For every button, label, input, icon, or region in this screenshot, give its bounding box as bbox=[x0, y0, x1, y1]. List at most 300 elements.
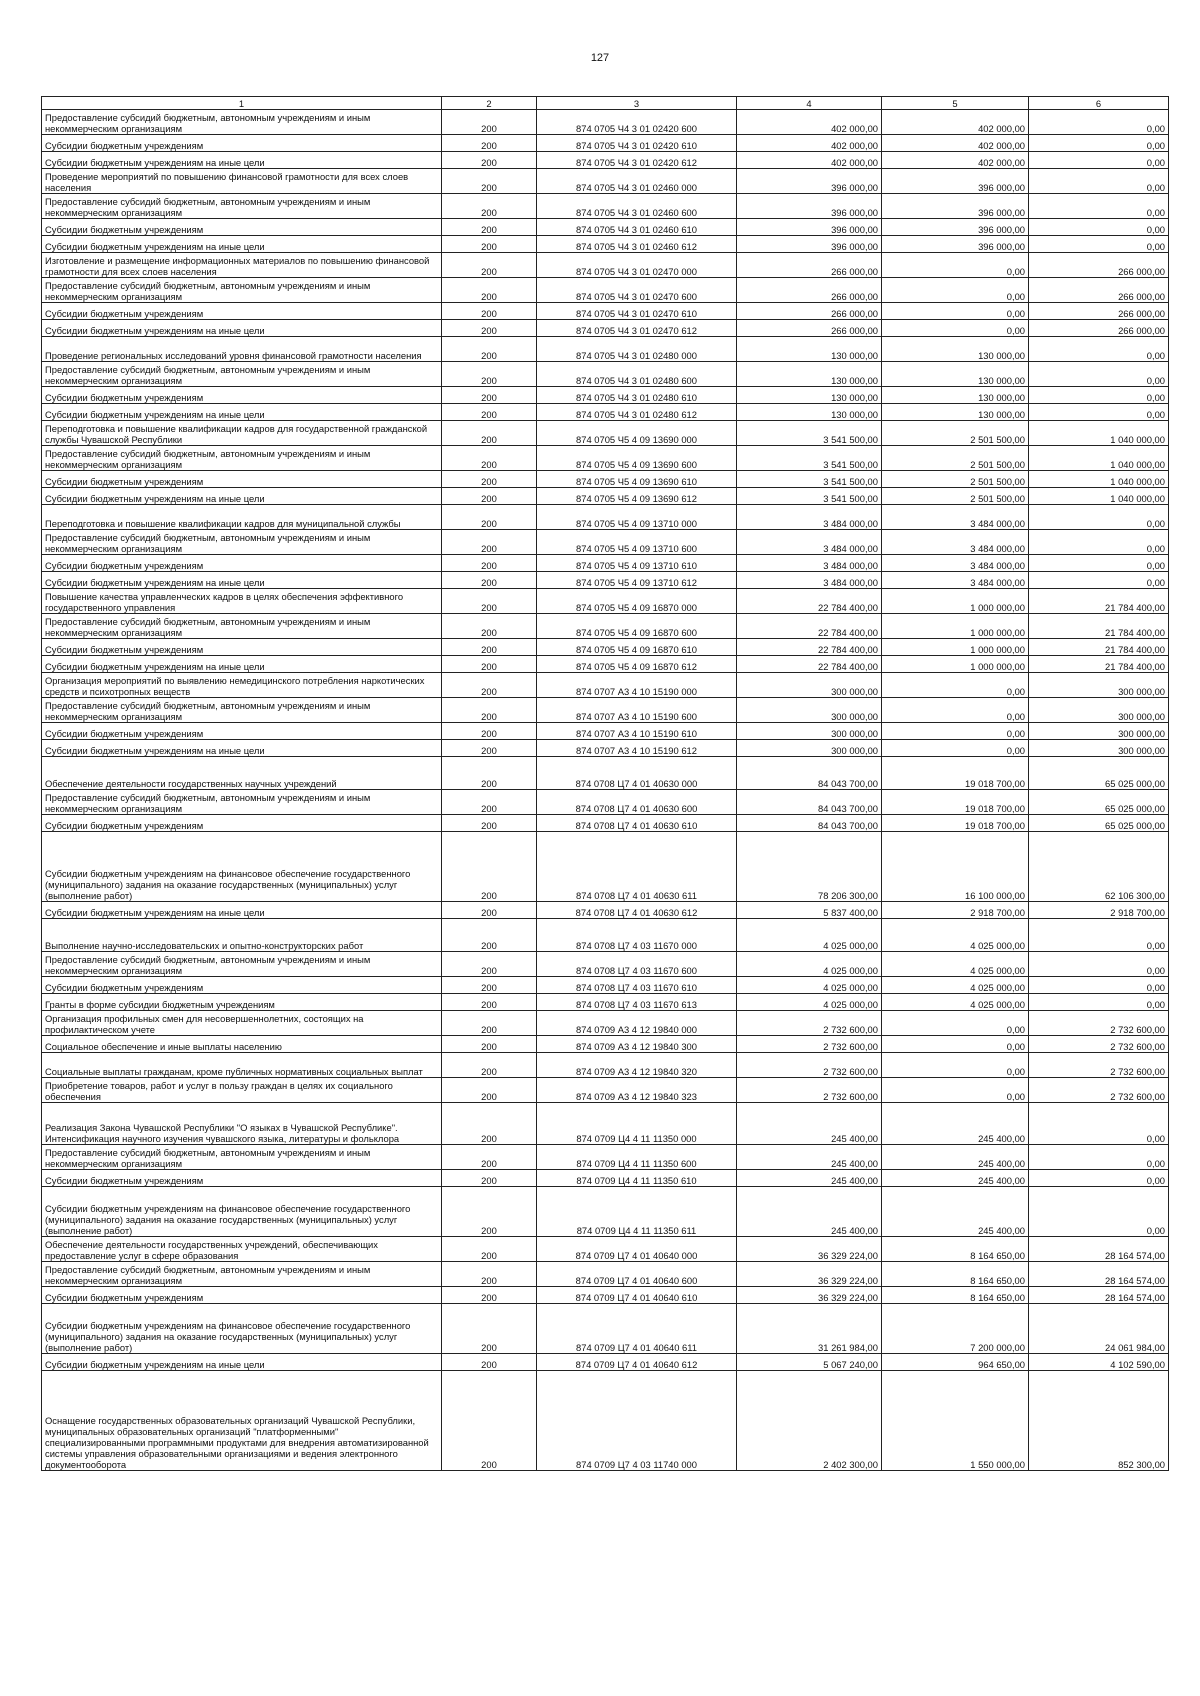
table-row bbox=[42, 421, 1169, 446]
row-line-code-cell: 200 bbox=[442, 589, 537, 614]
row-line-code-cell: 200 bbox=[442, 902, 537, 919]
row-amount-a-cell: 396 000,00 bbox=[882, 219, 1029, 236]
row-amount-b-cell: 2 732 600,00 bbox=[1029, 1053, 1169, 1078]
row-amount-b-cell: 2 918 700,00 bbox=[1029, 902, 1169, 919]
row-budget-code-cell: 874 0709 А3 4 12 19840 323 bbox=[537, 1078, 737, 1103]
table-row bbox=[42, 1237, 1169, 1262]
row-line-code-cell: 200 bbox=[442, 673, 537, 698]
row-amount-b-cell: 0,00 bbox=[1029, 1170, 1169, 1187]
row-amount-a-cell: 0,00 bbox=[882, 253, 1029, 278]
row-total-cell: 266 000,00 bbox=[737, 303, 882, 320]
row-name-cell: Проведение региональных исследований уровня финансовой грамотности населения bbox=[42, 337, 442, 362]
row-line-code-cell: 200 bbox=[442, 362, 537, 387]
row-name-cell: Организация профильных смен для несовершеннолетних, состоящих на профилактическом учете bbox=[42, 1011, 442, 1036]
row-amount-a-cell: 19 018 700,00 bbox=[882, 757, 1029, 790]
row-name-cell: Субсидии бюджетным учреждениям на иные цели bbox=[42, 152, 442, 169]
row-budget-code-cell: 874 0705 Ч4 3 01 02470 600 bbox=[537, 278, 737, 303]
row-amount-a-cell: 1 000 000,00 bbox=[882, 589, 1029, 614]
row-total-cell: 300 000,00 bbox=[737, 673, 882, 698]
table-row bbox=[42, 656, 1169, 673]
row-amount-a-cell: 1 550 000,00 bbox=[882, 1371, 1029, 1471]
table-row bbox=[42, 919, 1169, 952]
row-amount-a-cell: 245 400,00 bbox=[882, 1170, 1029, 1187]
row-amount-a-cell: 396 000,00 bbox=[882, 236, 1029, 253]
row-budget-code-cell: 874 0707 А3 4 10 15190 610 bbox=[537, 723, 737, 740]
table-row bbox=[42, 952, 1169, 977]
row-name-cell: Гранты в форме субсидии бюджетным учреждениям bbox=[42, 994, 442, 1011]
row-budget-code-cell: 874 0709 Ц7 4 01 40640 000 bbox=[537, 1237, 737, 1262]
row-amount-a-cell: 8 164 650,00 bbox=[882, 1287, 1029, 1304]
row-amount-b-cell: 266 000,00 bbox=[1029, 303, 1169, 320]
row-line-code-cell: 200 bbox=[442, 505, 537, 530]
row-line-code-cell: 200 bbox=[442, 530, 537, 555]
row-name-cell: Субсидии бюджетным учреждениям bbox=[42, 219, 442, 236]
row-amount-b-cell: 28 164 574,00 bbox=[1029, 1262, 1169, 1287]
row-budget-code-cell: 874 0705 Ч5 4 09 13690 000 bbox=[537, 421, 737, 446]
row-budget-code-cell: 874 0708 Ц7 4 01 40630 610 bbox=[537, 815, 737, 832]
row-amount-a-cell: 2 501 500,00 bbox=[882, 421, 1029, 446]
row-budget-code-cell: 874 0707 А3 4 10 15190 612 bbox=[537, 740, 737, 757]
row-amount-a-cell: 0,00 bbox=[882, 1011, 1029, 1036]
row-total-cell: 266 000,00 bbox=[737, 278, 882, 303]
row-amount-b-cell: 0,00 bbox=[1029, 169, 1169, 194]
row-amount-b-cell: 0,00 bbox=[1029, 555, 1169, 572]
row-total-cell: 2 732 600,00 bbox=[737, 1036, 882, 1053]
row-line-code-cell: 200 bbox=[442, 977, 537, 994]
row-amount-b-cell: 0,00 bbox=[1029, 919, 1169, 952]
row-name-cell: Предоставление субсидий бюджетным, автономным учреждениям и иным некоммерческим организациям bbox=[42, 530, 442, 555]
row-amount-a-cell: 3 484 000,00 bbox=[882, 555, 1029, 572]
row-amount-b-cell: 0,00 bbox=[1029, 152, 1169, 169]
row-line-code-cell: 200 bbox=[442, 919, 537, 952]
row-budget-code-cell: 874 0705 Ч5 4 09 13690 610 bbox=[537, 471, 737, 488]
row-line-code-cell: 200 bbox=[442, 555, 537, 572]
row-amount-b-cell: 300 000,00 bbox=[1029, 740, 1169, 757]
row-total-cell: 2 732 600,00 bbox=[737, 1053, 882, 1078]
row-budget-code-cell: 874 0705 Ч5 4 09 16870 000 bbox=[537, 589, 737, 614]
row-amount-b-cell: 0,00 bbox=[1029, 977, 1169, 994]
row-amount-a-cell: 0,00 bbox=[882, 320, 1029, 337]
row-name-cell: Проведение мероприятий по повышению финансовой грамотности для всех слоев населения bbox=[42, 169, 442, 194]
row-amount-b-cell: 2 732 600,00 bbox=[1029, 1078, 1169, 1103]
row-line-code-cell: 200 bbox=[442, 1304, 537, 1354]
row-total-cell: 3 484 000,00 bbox=[737, 572, 882, 589]
row-amount-a-cell: 3 484 000,00 bbox=[882, 505, 1029, 530]
row-amount-b-cell: 0,00 bbox=[1029, 219, 1169, 236]
column-number-row bbox=[42, 97, 1169, 110]
row-name-cell: Субсидии бюджетным учреждениям bbox=[42, 977, 442, 994]
row-total-cell: 3 484 000,00 bbox=[737, 555, 882, 572]
row-amount-a-cell: 19 018 700,00 bbox=[882, 790, 1029, 815]
row-name-cell: Предоставление субсидий бюджетным, автономным учреждениям и иным некоммерческим организациям bbox=[42, 614, 442, 639]
table-row bbox=[42, 387, 1169, 404]
row-amount-b-cell: 852 300,00 bbox=[1029, 1371, 1169, 1471]
row-amount-b-cell: 1 040 000,00 bbox=[1029, 446, 1169, 471]
row-budget-code-cell: 874 0708 Ц7 4 03 11670 610 bbox=[537, 977, 737, 994]
row-amount-a-cell: 16 100 000,00 bbox=[882, 832, 1029, 902]
row-total-cell: 130 000,00 bbox=[737, 387, 882, 404]
row-line-code-cell: 200 bbox=[442, 404, 537, 421]
row-amount-b-cell: 62 106 300,00 bbox=[1029, 832, 1169, 902]
row-total-cell: 2 402 300,00 bbox=[737, 1371, 882, 1471]
row-total-cell: 130 000,00 bbox=[737, 362, 882, 387]
row-budget-code-cell: 874 0705 Ч4 3 01 02470 612 bbox=[537, 320, 737, 337]
row-total-cell: 3 484 000,00 bbox=[737, 530, 882, 555]
row-line-code-cell: 200 bbox=[442, 1145, 537, 1170]
row-budget-code-cell: 874 0708 Ц7 4 03 11670 000 bbox=[537, 919, 737, 952]
row-amount-b-cell: 300 000,00 bbox=[1029, 698, 1169, 723]
row-line-code-cell: 200 bbox=[442, 1011, 537, 1036]
table-row bbox=[42, 723, 1169, 740]
row-amount-b-cell: 65 025 000,00 bbox=[1029, 790, 1169, 815]
row-total-cell: 245 400,00 bbox=[737, 1187, 882, 1237]
row-total-cell: 3 484 000,00 bbox=[737, 505, 882, 530]
row-name-cell: Субсидии бюджетным учреждениям на финансовое обеспечение государственного (муниципального) задания на оказание государственных (муниципальных) услуг (выполнение работ) bbox=[42, 1187, 442, 1237]
row-amount-a-cell: 0,00 bbox=[882, 1078, 1029, 1103]
row-name-cell: Предоставление субсидий бюджетным, автономным учреждениям и иным некоммерческим организациям bbox=[42, 952, 442, 977]
row-name-cell: Оснащение государственных образовательных организаций Чувашской Республики, муниципальных образовательных организаций "платформенными" специализированными программными продуктами для внедрения автоматизированной системы управления образовательными организациями и ведения электронного документооборота bbox=[42, 1371, 442, 1471]
row-amount-b-cell: 0,00 bbox=[1029, 530, 1169, 555]
row-total-cell: 78 206 300,00 bbox=[737, 832, 882, 902]
row-name-cell: Субсидии бюджетным учреждениям bbox=[42, 135, 442, 152]
row-line-code-cell: 200 bbox=[442, 253, 537, 278]
table-row bbox=[42, 278, 1169, 303]
row-line-code-cell: 200 bbox=[442, 152, 537, 169]
row-name-cell: Переподготовка и повышение квалификации кадров для государственной гражданской службы Чувашской Республики bbox=[42, 421, 442, 446]
table-row bbox=[42, 790, 1169, 815]
row-amount-a-cell: 4 025 000,00 bbox=[882, 977, 1029, 994]
row-amount-a-cell: 2 918 700,00 bbox=[882, 902, 1029, 919]
row-name-cell: Предоставление субсидий бюджетным, автономным учреждениям и иным некоммерческим организациям bbox=[42, 1262, 442, 1287]
row-line-code-cell: 200 bbox=[442, 278, 537, 303]
row-total-cell: 5 837 400,00 bbox=[737, 902, 882, 919]
row-budget-code-cell: 874 0705 Ч4 3 01 02460 600 bbox=[537, 194, 737, 219]
row-amount-b-cell: 1 040 000,00 bbox=[1029, 421, 1169, 446]
table-row bbox=[42, 169, 1169, 194]
row-line-code-cell: 200 bbox=[442, 488, 537, 505]
row-budget-code-cell: 874 0708 Ц7 4 01 40630 000 bbox=[537, 757, 737, 790]
row-budget-code-cell: 874 0708 Ц7 4 01 40630 612 bbox=[537, 902, 737, 919]
row-line-code-cell: 200 bbox=[442, 572, 537, 589]
table-row bbox=[42, 1078, 1169, 1103]
row-line-code-cell: 200 bbox=[442, 446, 537, 471]
row-line-code-cell: 200 bbox=[442, 1103, 537, 1145]
row-line-code-cell: 200 bbox=[442, 790, 537, 815]
row-budget-code-cell: 874 0709 Ц7 4 01 40640 600 bbox=[537, 1262, 737, 1287]
row-total-cell: 5 067 240,00 bbox=[737, 1354, 882, 1371]
row-budget-code-cell: 874 0705 Ч5 4 09 13710 000 bbox=[537, 505, 737, 530]
table-row bbox=[42, 1053, 1169, 1078]
row-amount-a-cell: 2 501 500,00 bbox=[882, 488, 1029, 505]
row-budget-code-cell: 874 0709 Ц7 4 01 40640 612 bbox=[537, 1354, 737, 1371]
column-header: 6 bbox=[1029, 97, 1169, 110]
row-total-cell: 300 000,00 bbox=[737, 723, 882, 740]
row-amount-a-cell: 19 018 700,00 bbox=[882, 815, 1029, 832]
row-name-cell: Субсидии бюджетным учреждениям на иные цели bbox=[42, 320, 442, 337]
row-amount-a-cell: 2 501 500,00 bbox=[882, 446, 1029, 471]
table-row bbox=[42, 994, 1169, 1011]
row-line-code-cell: 200 bbox=[442, 639, 537, 656]
table-row bbox=[42, 757, 1169, 790]
table-row bbox=[42, 110, 1169, 135]
row-line-code-cell: 200 bbox=[442, 740, 537, 757]
row-total-cell: 31 261 984,00 bbox=[737, 1304, 882, 1354]
row-amount-b-cell: 0,00 bbox=[1029, 337, 1169, 362]
row-name-cell: Субсидии бюджетным учреждениям bbox=[42, 303, 442, 320]
row-budget-code-cell: 874 0705 Ч4 3 01 02480 612 bbox=[537, 404, 737, 421]
row-line-code-cell: 200 bbox=[442, 1287, 537, 1304]
row-budget-code-cell: 874 0705 Ч5 4 09 13690 600 bbox=[537, 446, 737, 471]
row-budget-code-cell: 874 0708 Ц7 4 03 11670 600 bbox=[537, 952, 737, 977]
table-row bbox=[42, 1262, 1169, 1287]
row-total-cell: 266 000,00 bbox=[737, 320, 882, 337]
row-total-cell: 402 000,00 bbox=[737, 152, 882, 169]
column-header: 5 bbox=[882, 97, 1029, 110]
row-line-code-cell: 200 bbox=[442, 994, 537, 1011]
page-number: 127 bbox=[590, 52, 610, 64]
row-amount-b-cell: 0,00 bbox=[1029, 952, 1169, 977]
row-amount-b-cell: 1 040 000,00 bbox=[1029, 471, 1169, 488]
table-row bbox=[42, 505, 1169, 530]
table-row bbox=[42, 1011, 1169, 1036]
column-header: 2 bbox=[442, 97, 537, 110]
row-name-cell: Социальные выплаты гражданам, кроме публичных нормативных социальных выплат bbox=[42, 1053, 442, 1078]
row-total-cell: 22 784 400,00 bbox=[737, 656, 882, 673]
row-amount-a-cell: 402 000,00 bbox=[882, 152, 1029, 169]
row-budget-code-cell: 874 0705 Ч5 4 09 16870 600 bbox=[537, 614, 737, 639]
row-line-code-cell: 200 bbox=[442, 471, 537, 488]
row-line-code-cell: 200 bbox=[442, 194, 537, 219]
row-budget-code-cell: 874 0709 Ц7 4 03 11740 000 bbox=[537, 1371, 737, 1471]
row-total-cell: 2 732 600,00 bbox=[737, 1078, 882, 1103]
row-amount-b-cell: 266 000,00 bbox=[1029, 253, 1169, 278]
row-total-cell: 22 784 400,00 bbox=[737, 639, 882, 656]
row-line-code-cell: 200 bbox=[442, 952, 537, 977]
row-budget-code-cell: 874 0709 Ц4 4 11 11350 611 bbox=[537, 1187, 737, 1237]
row-amount-a-cell: 2 501 500,00 bbox=[882, 471, 1029, 488]
row-amount-b-cell: 0,00 bbox=[1029, 135, 1169, 152]
row-total-cell: 3 541 500,00 bbox=[737, 421, 882, 446]
row-line-code-cell: 200 bbox=[442, 1187, 537, 1237]
table-row bbox=[42, 152, 1169, 169]
row-budget-code-cell: 874 0709 Ц4 4 11 11350 600 bbox=[537, 1145, 737, 1170]
row-name-cell: Выполнение научно-исследовательских и опытно-конструкторских работ bbox=[42, 919, 442, 952]
row-name-cell: Субсидии бюджетным учреждениям bbox=[42, 815, 442, 832]
row-amount-b-cell: 0,00 bbox=[1029, 194, 1169, 219]
row-budget-code-cell: 874 0708 Ц7 4 03 11670 613 bbox=[537, 994, 737, 1011]
row-name-cell: Предоставление субсидий бюджетным, автономным учреждениям и иным некоммерческим организациям bbox=[42, 110, 442, 135]
row-budget-code-cell: 874 0705 Ч5 4 09 13710 612 bbox=[537, 572, 737, 589]
row-budget-code-cell: 874 0709 Ц7 4 01 40640 610 bbox=[537, 1287, 737, 1304]
row-total-cell: 245 400,00 bbox=[737, 1145, 882, 1170]
row-line-code-cell: 200 bbox=[442, 656, 537, 673]
table-body bbox=[42, 110, 1169, 1471]
column-header: 1 bbox=[42, 97, 442, 110]
row-budget-code-cell: 874 0705 Ч4 3 01 02460 610 bbox=[537, 219, 737, 236]
row-budget-code-cell: 874 0705 Ч4 3 01 02460 000 bbox=[537, 169, 737, 194]
row-line-code-cell: 200 bbox=[442, 723, 537, 740]
row-amount-a-cell: 402 000,00 bbox=[882, 110, 1029, 135]
row-budget-code-cell: 874 0709 А3 4 12 19840 000 bbox=[537, 1011, 737, 1036]
row-name-cell: Субсидии бюджетным учреждениям bbox=[42, 555, 442, 572]
row-amount-b-cell: 0,00 bbox=[1029, 362, 1169, 387]
row-name-cell: Обеспечение деятельности государственных учреждений, обеспечивающих предоставление услуг в сфере образования bbox=[42, 1237, 442, 1262]
row-name-cell: Субсидии бюджетным учреждениям bbox=[42, 471, 442, 488]
row-name-cell: Предоставление субсидий бюджетным, автономным учреждениям и иным некоммерческим организациям bbox=[42, 1145, 442, 1170]
table-row bbox=[42, 1170, 1169, 1187]
row-amount-b-cell: 300 000,00 bbox=[1029, 723, 1169, 740]
row-line-code-cell: 200 bbox=[442, 320, 537, 337]
row-total-cell: 3 541 500,00 bbox=[737, 446, 882, 471]
table-row bbox=[42, 589, 1169, 614]
row-name-cell: Субсидии бюджетным учреждениям на иные цели bbox=[42, 572, 442, 589]
row-amount-b-cell: 0,00 bbox=[1029, 572, 1169, 589]
row-budget-code-cell: 874 0705 Ч4 3 01 02420 612 bbox=[537, 152, 737, 169]
row-amount-a-cell: 3 484 000,00 bbox=[882, 572, 1029, 589]
row-name-cell: Реализация Закона Чувашской Республики "О языках в Чувашской Республике". Интенсификация научного изучения чувашского языка, литературы и фольклора bbox=[42, 1103, 442, 1145]
row-line-code-cell: 200 bbox=[442, 1078, 537, 1103]
row-name-cell: Субсидии бюджетным учреждениям bbox=[42, 1287, 442, 1304]
row-total-cell: 245 400,00 bbox=[737, 1103, 882, 1145]
row-line-code-cell: 200 bbox=[442, 337, 537, 362]
row-amount-a-cell: 0,00 bbox=[882, 278, 1029, 303]
row-amount-a-cell: 964 650,00 bbox=[882, 1354, 1029, 1371]
row-amount-b-cell: 21 784 400,00 bbox=[1029, 614, 1169, 639]
row-line-code-cell: 200 bbox=[442, 421, 537, 446]
row-line-code-cell: 200 bbox=[442, 135, 537, 152]
row-name-cell: Субсидии бюджетным учреждениям на иные цели bbox=[42, 404, 442, 421]
row-amount-b-cell: 0,00 bbox=[1029, 505, 1169, 530]
row-total-cell: 130 000,00 bbox=[737, 337, 882, 362]
table-row bbox=[42, 673, 1169, 698]
row-total-cell: 4 025 000,00 bbox=[737, 977, 882, 994]
row-total-cell: 4 025 000,00 bbox=[737, 919, 882, 952]
row-name-cell: Субсидии бюджетным учреждениям bbox=[42, 639, 442, 656]
row-line-code-cell: 200 bbox=[442, 698, 537, 723]
row-total-cell: 84 043 700,00 bbox=[737, 815, 882, 832]
row-budget-code-cell: 874 0705 Ч5 4 09 16870 612 bbox=[537, 656, 737, 673]
row-line-code-cell: 200 bbox=[442, 110, 537, 135]
row-name-cell: Субсидии бюджетным учреждениям на иные цели bbox=[42, 902, 442, 919]
row-name-cell: Предоставление субсидий бюджетным, автономным учреждениям и иным некоммерческим организациям bbox=[42, 194, 442, 219]
row-budget-code-cell: 874 0705 Ч5 4 09 13690 612 bbox=[537, 488, 737, 505]
row-amount-a-cell: 130 000,00 bbox=[882, 362, 1029, 387]
row-amount-b-cell: 28 164 574,00 bbox=[1029, 1287, 1169, 1304]
row-amount-a-cell: 1 000 000,00 bbox=[882, 614, 1029, 639]
row-amount-a-cell: 0,00 bbox=[882, 673, 1029, 698]
table-row bbox=[42, 1145, 1169, 1170]
row-budget-code-cell: 874 0705 Ч4 3 01 02420 600 bbox=[537, 110, 737, 135]
row-total-cell: 130 000,00 bbox=[737, 404, 882, 421]
row-line-code-cell: 200 bbox=[442, 832, 537, 902]
row-amount-b-cell: 266 000,00 bbox=[1029, 320, 1169, 337]
row-budget-code-cell: 874 0705 Ч4 3 01 02460 612 bbox=[537, 236, 737, 253]
row-name-cell: Приобретение товаров, работ и услуг в пользу граждан в целях их социального обеспечения bbox=[42, 1078, 442, 1103]
row-total-cell: 402 000,00 bbox=[737, 135, 882, 152]
row-name-cell: Обеспечение деятельности государственных научных учреждений bbox=[42, 757, 442, 790]
table-row bbox=[42, 902, 1169, 919]
row-amount-a-cell: 0,00 bbox=[882, 723, 1029, 740]
row-amount-b-cell: 0,00 bbox=[1029, 1103, 1169, 1145]
row-amount-b-cell: 0,00 bbox=[1029, 404, 1169, 421]
row-line-code-cell: 200 bbox=[442, 236, 537, 253]
row-line-code-cell: 200 bbox=[442, 303, 537, 320]
row-amount-a-cell: 4 025 000,00 bbox=[882, 952, 1029, 977]
row-name-cell: Субсидии бюджетным учреждениям на иные цели bbox=[42, 236, 442, 253]
row-budget-code-cell: 874 0709 А3 4 12 19840 320 bbox=[537, 1053, 737, 1078]
row-amount-a-cell: 0,00 bbox=[882, 698, 1029, 723]
row-amount-b-cell: 21 784 400,00 bbox=[1029, 639, 1169, 656]
row-budget-code-cell: 874 0708 Ц7 4 01 40630 611 bbox=[537, 832, 737, 902]
row-amount-b-cell: 65 025 000,00 bbox=[1029, 815, 1169, 832]
row-amount-a-cell: 0,00 bbox=[882, 1053, 1029, 1078]
row-total-cell: 36 329 224,00 bbox=[737, 1237, 882, 1262]
row-amount-a-cell: 130 000,00 bbox=[882, 337, 1029, 362]
row-amount-a-cell: 0,00 bbox=[882, 303, 1029, 320]
row-amount-a-cell: 402 000,00 bbox=[882, 135, 1029, 152]
row-budget-code-cell: 874 0705 Ч4 3 01 02480 600 bbox=[537, 362, 737, 387]
table-row bbox=[42, 303, 1169, 320]
row-budget-code-cell: 874 0705 Ч4 3 01 02420 610 bbox=[537, 135, 737, 152]
row-total-cell: 3 541 500,00 bbox=[737, 471, 882, 488]
row-total-cell: 396 000,00 bbox=[737, 169, 882, 194]
table-row bbox=[42, 1371, 1169, 1471]
row-budget-code-cell: 874 0705 Ч4 3 01 02480 000 bbox=[537, 337, 737, 362]
row-amount-a-cell: 4 025 000,00 bbox=[882, 994, 1029, 1011]
row-total-cell: 402 000,00 bbox=[737, 110, 882, 135]
table-row bbox=[42, 977, 1169, 994]
table-row bbox=[42, 1036, 1169, 1053]
row-budget-code-cell: 874 0705 Ч5 4 09 13710 610 bbox=[537, 555, 737, 572]
row-amount-a-cell: 8 164 650,00 bbox=[882, 1262, 1029, 1287]
column-header: 3 bbox=[537, 97, 737, 110]
table-row bbox=[42, 1103, 1169, 1145]
row-budget-code-cell: 874 0705 Ч4 3 01 02480 610 bbox=[537, 387, 737, 404]
row-amount-b-cell: 24 061 984,00 bbox=[1029, 1304, 1169, 1354]
row-amount-b-cell: 0,00 bbox=[1029, 1145, 1169, 1170]
row-name-cell: Предоставление субсидий бюджетным, автономным учреждениям и иным некоммерческим организациям bbox=[42, 698, 442, 723]
row-budget-code-cell: 874 0707 А3 4 10 15190 000 bbox=[537, 673, 737, 698]
table-row bbox=[42, 639, 1169, 656]
table-row bbox=[42, 1354, 1169, 1371]
row-line-code-cell: 200 bbox=[442, 1036, 537, 1053]
table-row bbox=[42, 488, 1169, 505]
row-budget-code-cell: 874 0705 Ч5 4 09 13710 600 bbox=[537, 530, 737, 555]
row-total-cell: 36 329 224,00 bbox=[737, 1262, 882, 1287]
row-amount-b-cell: 0,00 bbox=[1029, 1187, 1169, 1237]
row-amount-a-cell: 1 000 000,00 bbox=[882, 656, 1029, 673]
table-row bbox=[42, 236, 1169, 253]
row-name-cell: Субсидии бюджетным учреждениям на иные цели bbox=[42, 1354, 442, 1371]
row-name-cell: Организация мероприятий по выявлению немедицинского потребления наркотических средств и психотропных веществ bbox=[42, 673, 442, 698]
row-budget-code-cell: 874 0709 Ц4 4 11 11350 000 bbox=[537, 1103, 737, 1145]
row-amount-a-cell: 8 164 650,00 bbox=[882, 1237, 1029, 1262]
row-amount-b-cell: 0,00 bbox=[1029, 236, 1169, 253]
row-name-cell: Субсидии бюджетным учреждениям bbox=[42, 723, 442, 740]
row-amount-b-cell: 65 025 000,00 bbox=[1029, 757, 1169, 790]
table-row bbox=[42, 1187, 1169, 1237]
table-row bbox=[42, 1287, 1169, 1304]
column-header: 4 bbox=[737, 97, 882, 110]
row-amount-a-cell: 245 400,00 bbox=[882, 1145, 1029, 1170]
table-row bbox=[42, 404, 1169, 421]
row-total-cell: 3 541 500,00 bbox=[737, 488, 882, 505]
row-line-code-cell: 200 bbox=[442, 1237, 537, 1262]
table-row bbox=[42, 740, 1169, 757]
table-row bbox=[42, 194, 1169, 219]
row-amount-a-cell: 396 000,00 bbox=[882, 169, 1029, 194]
row-line-code-cell: 200 bbox=[442, 1170, 537, 1187]
